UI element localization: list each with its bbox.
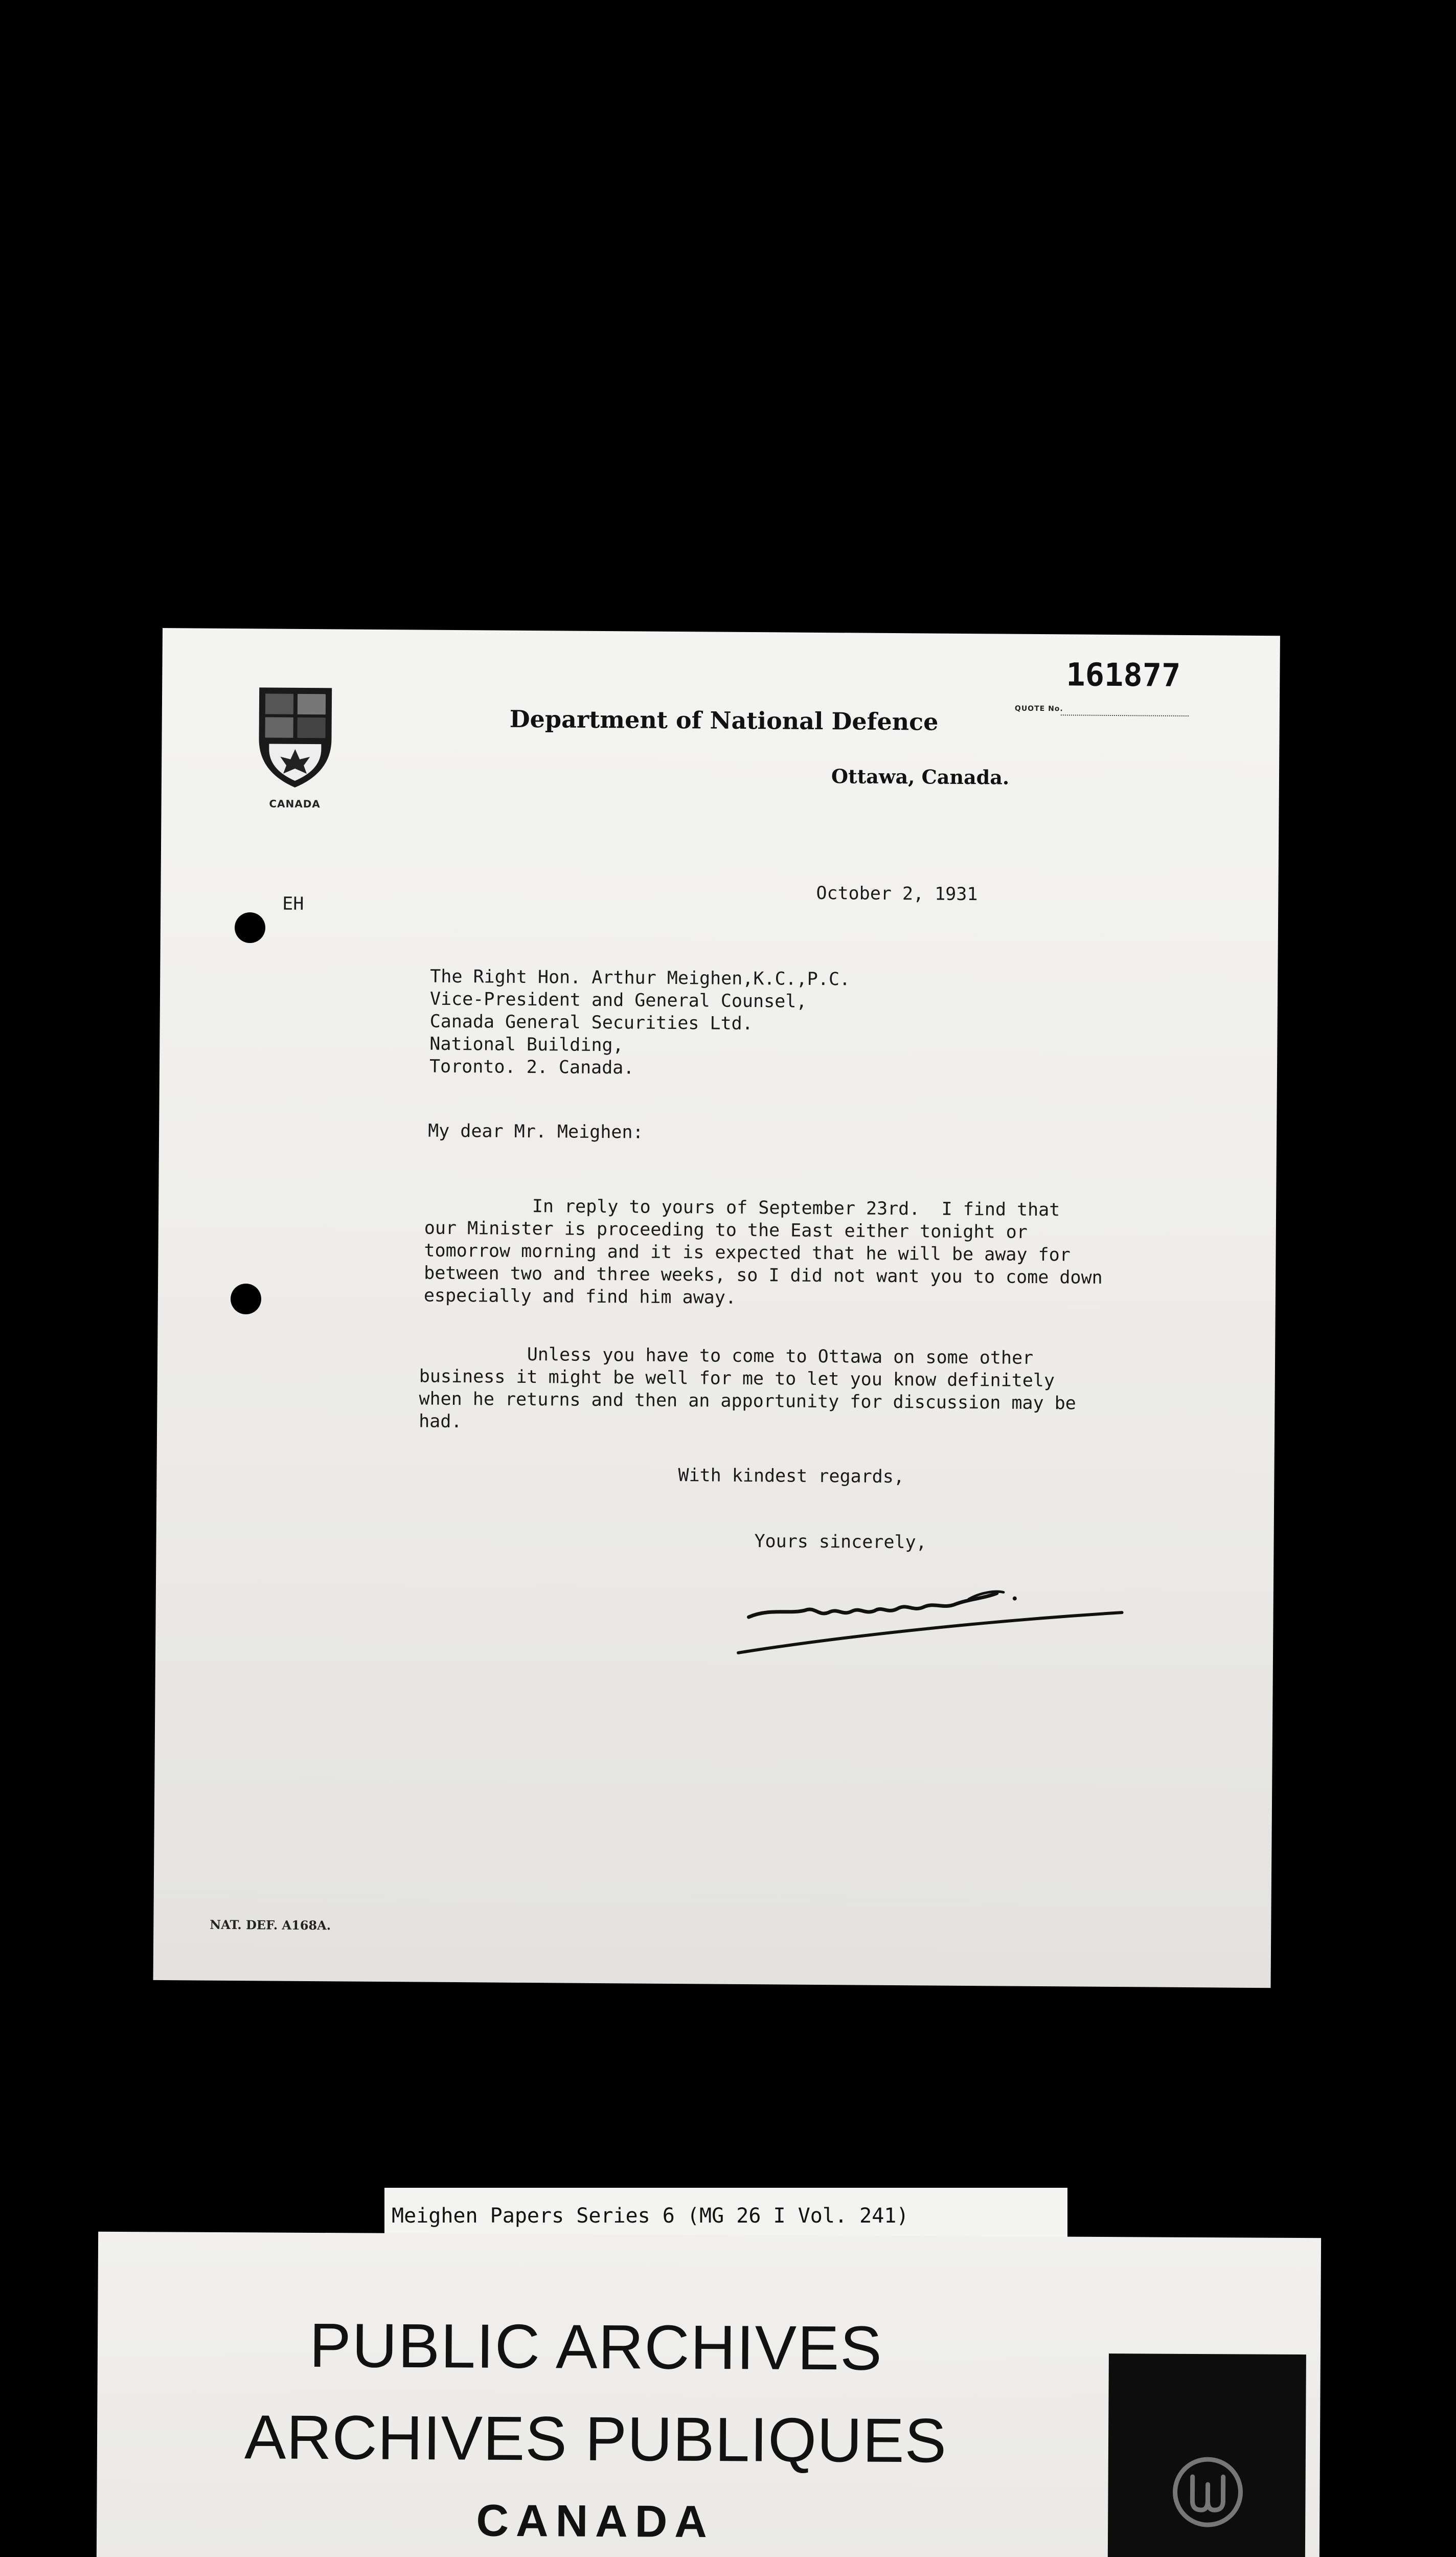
address-line: Vice-President and General Counsel, [429,989,807,1012]
body-line: especially and find him away. [423,1285,737,1308]
address-line: Toronto. 2. Canada. [429,1056,634,1079]
document-number: 161877 [1066,656,1181,694]
canada-coat-of-arms-icon [254,682,337,790]
address-line: The Right Hon. Arthur Meighen,K.C.,P.C. [430,966,851,990]
form-code: NAT. DEF. A168A. [210,1917,331,1933]
archives-country: CANADA [476,2495,715,2547]
collection-reference: Meighen Papers Series 6 (MG 26 I Vol. 241) [392,2204,909,2228]
punch-hole [235,912,265,943]
address-line: National Building, [429,1034,624,1056]
archives-logo-panel [1107,2353,1306,2557]
quote-number-blank [1061,714,1189,716]
letter-page [153,628,1280,1988]
body-line: Unless you have to come to Ottawa on some other [419,1343,1034,1369]
closing-regards: With kindest regards, [678,1465,905,1488]
punch-hole [231,1284,261,1314]
archives-label-card [96,2232,1321,2557]
department-location: Ottawa, Canada. [831,765,1010,789]
letter-date: October 2, 1931 [816,883,978,905]
salutation: My dear Mr. Meighen: [428,1120,644,1143]
body-line: our Minister is proceeding to the East either tonight or [424,1218,1028,1243]
body-line: when he returns and then an apportunity for discussion may be [419,1388,1076,1414]
body-line: business it might be well for me to let you know definitely [419,1366,1055,1392]
archives-title-french: ARCHIVES PUBLIQUES [244,2402,947,2476]
closing-sincerely: Yours sincerely, [754,1531,927,1553]
body-line: In reply to yours of September 23rd. I find that [424,1195,1060,1221]
body-line: between two and three weeks, so I did not want you to come down [424,1263,1103,1288]
archives-title-english: PUBLIC ARCHIVES [309,2310,883,2383]
crest-caption: CANADA [269,797,321,811]
archives-logo-icon [1169,2454,1246,2531]
quote-number-label: QUOTE No. [1014,704,1063,713]
body-line: tomorrow morning and it is expected that he will be away for [424,1240,1071,1266]
reference-initials: EH [282,893,304,914]
department-title: Department of National Defence [509,705,939,736]
handwritten-signature [727,1561,1138,1697]
address-line: Canada General Securities Ltd. [429,1011,753,1035]
body-line: had. [419,1411,462,1432]
